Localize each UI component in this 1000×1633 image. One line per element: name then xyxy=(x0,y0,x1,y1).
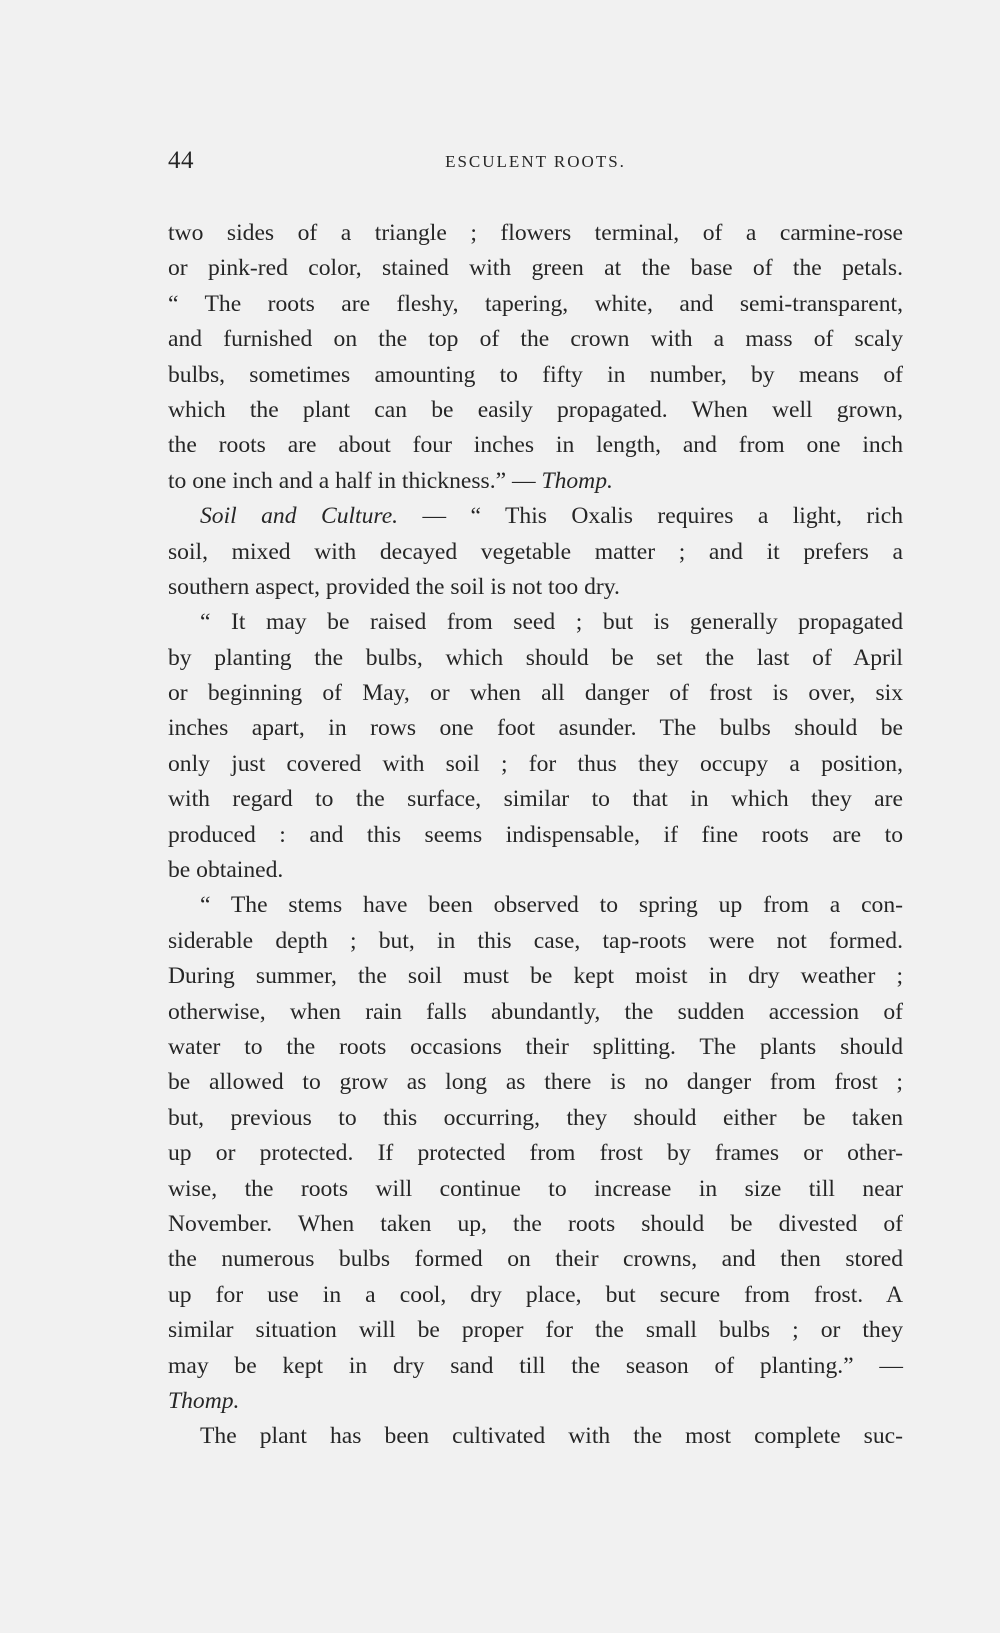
text-line: “ The stems have been observed to spring up from a con- xyxy=(200,892,903,919)
text-line: siderable depth ; but, in this case, tap-roots were not formed. xyxy=(168,927,903,954)
quotation-end: to one inch and a half in thickness.” — xyxy=(168,467,542,494)
text-line: may be kept in dry sand till the season of planting.” — xyxy=(168,1352,903,1379)
text-line: November. When taken up, the roots should be divested of xyxy=(168,1210,903,1237)
text-line: up for use in a cool, dry place, but secure from frost. A xyxy=(168,1281,903,1308)
text-line: and furnished on the top of the crown with a mass of scaly xyxy=(168,326,903,353)
text-line: During summer, the soil must be kept moist in dry weather ; xyxy=(168,963,903,990)
text-line: similar situation will be proper for the small bulbs ; or they xyxy=(168,1317,903,1344)
citation: Thomp. xyxy=(541,467,613,494)
text-line: “ It may be raised from seed ; but is generally propagated xyxy=(200,609,903,636)
section-text: — “ This Oxalis requires a light, rich xyxy=(398,503,903,530)
text-line: the numerous bulbs formed on their crowns, and then stored xyxy=(168,1246,903,1273)
text-line: inches apart, in rows one foot asunder. The bulbs should be xyxy=(168,715,903,742)
text-line: southern aspect, provided the soil is not too dry. xyxy=(168,573,620,600)
text-line: but, previous to this occurring, they should either be taken xyxy=(168,1104,903,1131)
text-line: water to the roots occasions their splitting. The plants should xyxy=(168,1033,903,1060)
text-line: or pink-red color, stained with green at the base of the petals. xyxy=(168,255,903,282)
text-line: with regard to the surface, similar to that in which they are xyxy=(168,786,903,813)
citation: Thomp. xyxy=(168,1387,240,1414)
text-line: be allowed to grow as long as there is no danger from frost ; xyxy=(168,1069,903,1096)
text-line: soil, mixed with decayed vegetable matter ; and it prefers a xyxy=(168,538,903,565)
text-line: The plant has been cultivated with the most complete suc- xyxy=(200,1423,903,1450)
text-line: two sides of a triangle ; flowers terminal, of a carmine-rose xyxy=(168,220,903,246)
running-head xyxy=(168,147,903,177)
text-line: bulbs, sometimes amounting to fifty in number, by means of xyxy=(168,361,903,388)
section-heading: Soil and Culture. xyxy=(200,503,399,530)
text-line: wise, the roots will continue to increase in size till near xyxy=(168,1175,903,1202)
text-line: the roots are about four inches in length, and from one inch xyxy=(168,432,903,459)
page-number: 44 xyxy=(168,147,194,174)
text-line: by planting the bulbs, which should be set the last of April xyxy=(168,644,903,671)
text-line: produced : and this seems indispensable, if fine roots are to xyxy=(168,821,903,848)
body-text xyxy=(168,216,903,1455)
text-line xyxy=(168,499,903,534)
text-line: “ The roots are fleshy, tapering, white, and semi-transparent, xyxy=(168,290,903,317)
text-line: which the plant can be easily propagated. When well grown, xyxy=(168,396,903,423)
text-line xyxy=(168,464,903,499)
text-line: otherwise, when rain falls abundantly, the sudden accession of xyxy=(168,998,903,1025)
text-line: be obtained. xyxy=(168,857,284,884)
running-title: ESCULENT ROOTS. xyxy=(445,152,626,171)
text-line: or beginning of May, or when all danger of frost is over, six xyxy=(168,680,903,707)
text-line: up or protected. If protected from frost by frames or other- xyxy=(168,1140,903,1167)
text-line: only just covered with soil ; for thus they occupy a position, xyxy=(168,750,903,777)
